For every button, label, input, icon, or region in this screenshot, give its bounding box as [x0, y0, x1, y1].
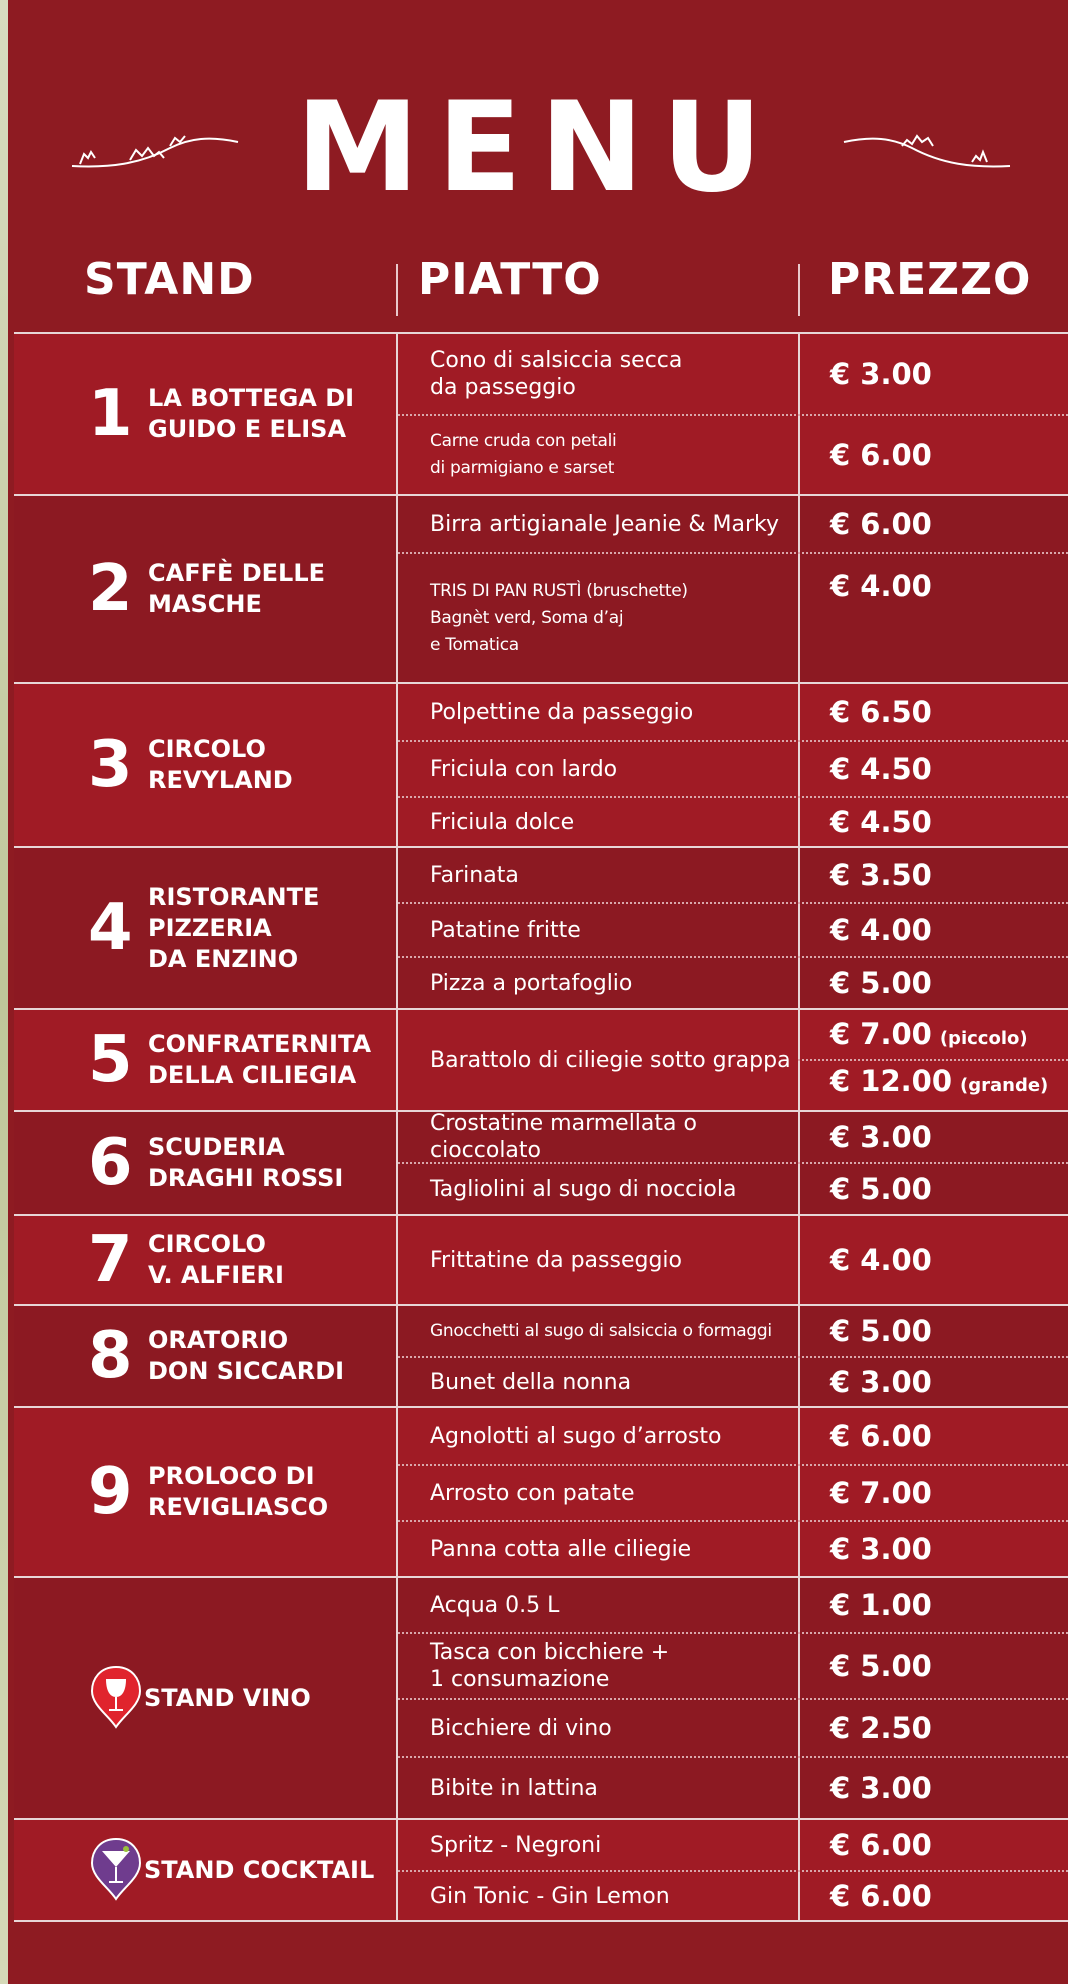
menu-item-row — [398, 1408, 1068, 1464]
price-amount: € 6.00 — [830, 1419, 932, 1453]
price-amount: € 12.00 — [830, 1064, 953, 1098]
stand-name: RISTORANTE PIZZERIA DA ENZINO — [148, 882, 320, 973]
stand-name: CONFRATERNITA DELLA CILIEGIA — [148, 1030, 372, 1089]
menu-item-row — [398, 1632, 1068, 1698]
price-cell — [798, 1358, 1068, 1406]
cocktail-glass-pin-icon — [88, 1837, 144, 1903]
menu-item-row — [398, 496, 1068, 552]
price-line — [830, 504, 1068, 544]
stand-number: 7 — [88, 1223, 133, 1297]
dish-name: Polpettine da passeggio — [430, 699, 694, 725]
dish-list — [398, 684, 1068, 846]
dish-name: TRIS DI PAN RUSTÌ (bruschette) Bagnèt verd, Soma d’aj e Tomatica — [430, 580, 688, 655]
stand-number: 3 — [88, 728, 133, 802]
stand-group — [14, 1578, 1068, 1820]
price-cell — [798, 1306, 1068, 1356]
size-label: (piccolo) — [939, 1028, 1028, 1049]
price-line — [830, 1240, 1068, 1280]
price-amount: € 4.50 — [830, 752, 932, 786]
price-amount: € 3.00 — [830, 1771, 932, 1805]
price-cell — [798, 1010, 1068, 1110]
dish-name: Acqua 0.5 L — [430, 1592, 560, 1618]
price-line — [830, 1768, 1068, 1808]
stand-name: PROLOCO DI REVIGLIASCO — [148, 1462, 329, 1521]
price-amount: € 6.00 — [830, 507, 932, 541]
price-cell — [798, 798, 1068, 846]
menu-item-row — [398, 334, 1068, 414]
menu-item-row — [398, 1162, 1068, 1214]
column-headers — [8, 250, 1068, 330]
stand-cell — [14, 1578, 396, 1818]
price-cell — [798, 1872, 1068, 1920]
price-amount: € 4.00 — [830, 1243, 932, 1277]
dish-name: Panna cotta alle ciliegie — [430, 1536, 692, 1562]
price-cell — [798, 1466, 1068, 1520]
price-cell — [798, 958, 1068, 1008]
stand-number: 4 — [88, 891, 133, 965]
price-amount: € 7.00 — [830, 1017, 932, 1051]
stand-cell — [14, 684, 396, 846]
price-line — [830, 855, 1068, 895]
price-line — [830, 1117, 1068, 1157]
price-cell — [798, 1820, 1068, 1870]
stand-name: CIRCOLO REVYLAND — [148, 735, 293, 794]
header-stand: STAND — [84, 254, 255, 305]
price-amount: € 7.00 — [830, 1476, 932, 1510]
stand-group — [14, 1112, 1068, 1216]
price-line — [830, 1825, 1068, 1865]
stand-cell — [14, 1216, 396, 1304]
size-label: (grande) — [960, 1075, 1049, 1096]
price-cell — [798, 1634, 1068, 1698]
dish-name: Friciula con lardo — [430, 756, 618, 782]
price-line — [830, 963, 1068, 1003]
header-piatto: PIATTO — [418, 254, 602, 305]
menu-item-row — [398, 1112, 1068, 1162]
price-cell — [798, 1700, 1068, 1756]
stand-name: ORATORIO DON SICCARDI — [148, 1326, 345, 1385]
stand-name: SCUDERIA DRAGHI ROSSI — [148, 1133, 344, 1192]
price-amount: € 4.00 — [830, 913, 932, 947]
price-amount: € 5.00 — [830, 1649, 932, 1683]
stand-name: STAND VINO — [144, 1683, 311, 1712]
menu-item-row — [398, 902, 1068, 956]
menu-item-row — [398, 1698, 1068, 1756]
price-amount: € 3.00 — [830, 1120, 932, 1154]
dish-list — [398, 1578, 1068, 1818]
dish-list — [398, 848, 1068, 1008]
dish-name: Bibite in lattina — [430, 1775, 598, 1801]
wine-glass-pin-icon — [88, 1665, 144, 1731]
left-edge-strip — [0, 0, 8, 1984]
stand-group — [14, 1820, 1068, 1922]
stand-name: LA BOTTEGA DI GUIDO E ELISA — [148, 384, 355, 443]
stand-cell — [14, 1408, 396, 1576]
menu-item-row — [398, 1464, 1068, 1520]
stand-cell — [14, 1820, 396, 1920]
dish-name: Tasca con bicchiere + 1 consumazione — [430, 1640, 670, 1692]
price-amount: € 6.00 — [830, 1828, 932, 1862]
stand-number: 1 — [88, 377, 133, 451]
stand-number: 9 — [88, 1455, 133, 1529]
price-cell — [798, 1164, 1068, 1214]
menu-item-row — [398, 1756, 1068, 1818]
stand-group — [14, 1010, 1068, 1112]
price-line — [830, 1646, 1068, 1686]
dish-name: Frittatine da passeggio — [430, 1247, 683, 1273]
price-line — [830, 692, 1068, 732]
dish-name: Gin Tonic - Gin Lemon — [430, 1883, 670, 1909]
price-line — [830, 1473, 1068, 1513]
stand-number: 2 — [88, 552, 133, 626]
header-divider — [798, 264, 800, 316]
price-amount: € 5.00 — [830, 966, 932, 1000]
stand-number: 6 — [88, 1126, 133, 1200]
dish-name: Farinata — [430, 862, 519, 888]
menu-item-row — [398, 740, 1068, 796]
menu-item-row — [398, 1356, 1068, 1406]
menu-item-row — [398, 552, 1068, 682]
menu-item-row — [398, 956, 1068, 1008]
stand-group — [14, 1306, 1068, 1408]
stand-group — [14, 1216, 1068, 1306]
price-line — [830, 1362, 1068, 1402]
price-cell — [798, 742, 1068, 796]
dish-list — [398, 496, 1068, 682]
menu-item-row — [398, 1578, 1068, 1632]
menu-item-row — [398, 414, 1068, 494]
price-line — [830, 749, 1068, 789]
menu-item-row — [398, 1216, 1068, 1304]
price-line — [830, 1311, 1068, 1351]
title-area — [8, 78, 1068, 218]
dish-name: Barattolo di ciliegie sotto grappa — [430, 1047, 791, 1073]
dish-name: Crostatine marmellata o cioccolato — [430, 1111, 697, 1163]
price-cell — [798, 1522, 1068, 1576]
stand-group — [14, 496, 1068, 684]
stand-group — [14, 684, 1068, 848]
price-cell — [798, 1758, 1068, 1818]
dish-list — [398, 1216, 1068, 1304]
stand-number: 5 — [88, 1023, 133, 1097]
village-ornament-right-icon — [842, 116, 1012, 176]
dish-name: Bunet della nonna — [430, 1369, 632, 1395]
price-amount: € 2.50 — [830, 1711, 932, 1745]
price-line — [830, 1585, 1068, 1625]
stand-cell — [14, 848, 396, 1008]
menu-item-row — [398, 796, 1068, 846]
dish-name: Agnolotti al sugo d’arrosto — [430, 1423, 722, 1449]
price-amount: € 6.50 — [830, 695, 932, 729]
dish-name: Spritz - Negroni — [430, 1832, 602, 1858]
menu-item-row — [398, 848, 1068, 902]
price-line — [830, 435, 1068, 475]
price-line — [830, 802, 1068, 842]
price-amount: € 3.50 — [830, 858, 932, 892]
menu-item-row — [398, 1870, 1068, 1920]
dish-name: Birra artigianale Jeanie & Marky — [430, 511, 779, 537]
price-amount: € 1.00 — [830, 1588, 932, 1622]
price-line — [830, 1169, 1068, 1209]
dish-list — [398, 1408, 1068, 1576]
menu-table — [14, 332, 1068, 1922]
price-cell — [798, 496, 1068, 552]
price-cell — [798, 1408, 1068, 1464]
menu-title: MENU — [295, 76, 781, 220]
dish-name: Cono di salsiccia secca da passeggio — [430, 348, 683, 400]
dish-list — [398, 1820, 1068, 1920]
price-amount: € 3.00 — [830, 1365, 932, 1399]
stand-name: STAND COCKTAIL — [144, 1855, 375, 1884]
dish-name: Friciula dolce — [430, 809, 575, 835]
price-cell — [798, 416, 1068, 494]
price-cell — [798, 1578, 1068, 1632]
header-divider — [396, 264, 398, 316]
dish-list — [398, 1306, 1068, 1406]
dish-name: Bicchiere di vino — [430, 1715, 612, 1741]
price-amount: € 5.00 — [830, 1172, 932, 1206]
dish-name: Tagliolini al sugo di nocciola — [430, 1176, 737, 1202]
stand-cell — [14, 1010, 396, 1110]
price-cell — [798, 848, 1068, 902]
dish-name: Carne cruda con petali di parmigiano e sarset — [430, 431, 617, 478]
stand-group — [14, 1408, 1068, 1578]
price-line — [798, 1059, 1068, 1106]
dish-list — [398, 334, 1068, 494]
menu-item-row — [398, 1520, 1068, 1576]
stand-name: CAFFÈ DELLE MASCHE — [148, 559, 326, 618]
price-amount: € 3.00 — [830, 357, 932, 391]
dish-list — [398, 1010, 1068, 1110]
stand-cell — [14, 496, 396, 682]
price-amount: € 6.00 — [830, 438, 932, 472]
price-line — [830, 354, 1068, 394]
dish-name: Arrosto con patate — [430, 1480, 635, 1506]
price-amount: € 4.00 — [830, 569, 932, 603]
price-cell — [798, 1112, 1068, 1162]
price-cell — [798, 334, 1068, 414]
menu-item-row — [398, 1306, 1068, 1356]
stand-cell — [14, 1306, 396, 1406]
header-prezzo: PREZZO — [828, 254, 1032, 305]
stand-group — [14, 332, 1068, 496]
price-line — [830, 1529, 1068, 1569]
dish-name: Pizza a portafoglio — [430, 970, 633, 996]
dish-name: Patatine fritte — [430, 917, 581, 943]
price-line — [830, 566, 1068, 606]
price-amount: € 4.50 — [830, 805, 932, 839]
menu-item-row — [398, 1010, 1068, 1110]
dish-name: Gnocchetti al sugo di salsiccia o formaggi — [430, 1320, 772, 1341]
menu-item-row — [398, 684, 1068, 740]
price-line — [830, 1416, 1068, 1456]
stand-number: 8 — [88, 1319, 133, 1393]
price-line — [830, 1014, 1068, 1059]
price-cell — [798, 554, 1068, 682]
price-cell — [798, 1216, 1068, 1304]
price-line — [830, 1708, 1068, 1748]
menu-item-row — [398, 1820, 1068, 1870]
price-amount: € 6.00 — [830, 1879, 932, 1913]
dish-list — [398, 1112, 1068, 1214]
stand-cell — [14, 1112, 396, 1214]
price-cell — [798, 684, 1068, 740]
price-cell — [798, 904, 1068, 956]
stand-group — [14, 848, 1068, 1010]
stand-cell — [14, 334, 396, 494]
price-amount: € 3.00 — [830, 1532, 932, 1566]
menu-page — [8, 0, 1068, 1984]
price-line — [830, 910, 1068, 950]
price-line — [830, 1876, 1068, 1916]
stand-name: CIRCOLO V. ALFIERI — [148, 1230, 284, 1289]
price-amount: € 5.00 — [830, 1314, 932, 1348]
